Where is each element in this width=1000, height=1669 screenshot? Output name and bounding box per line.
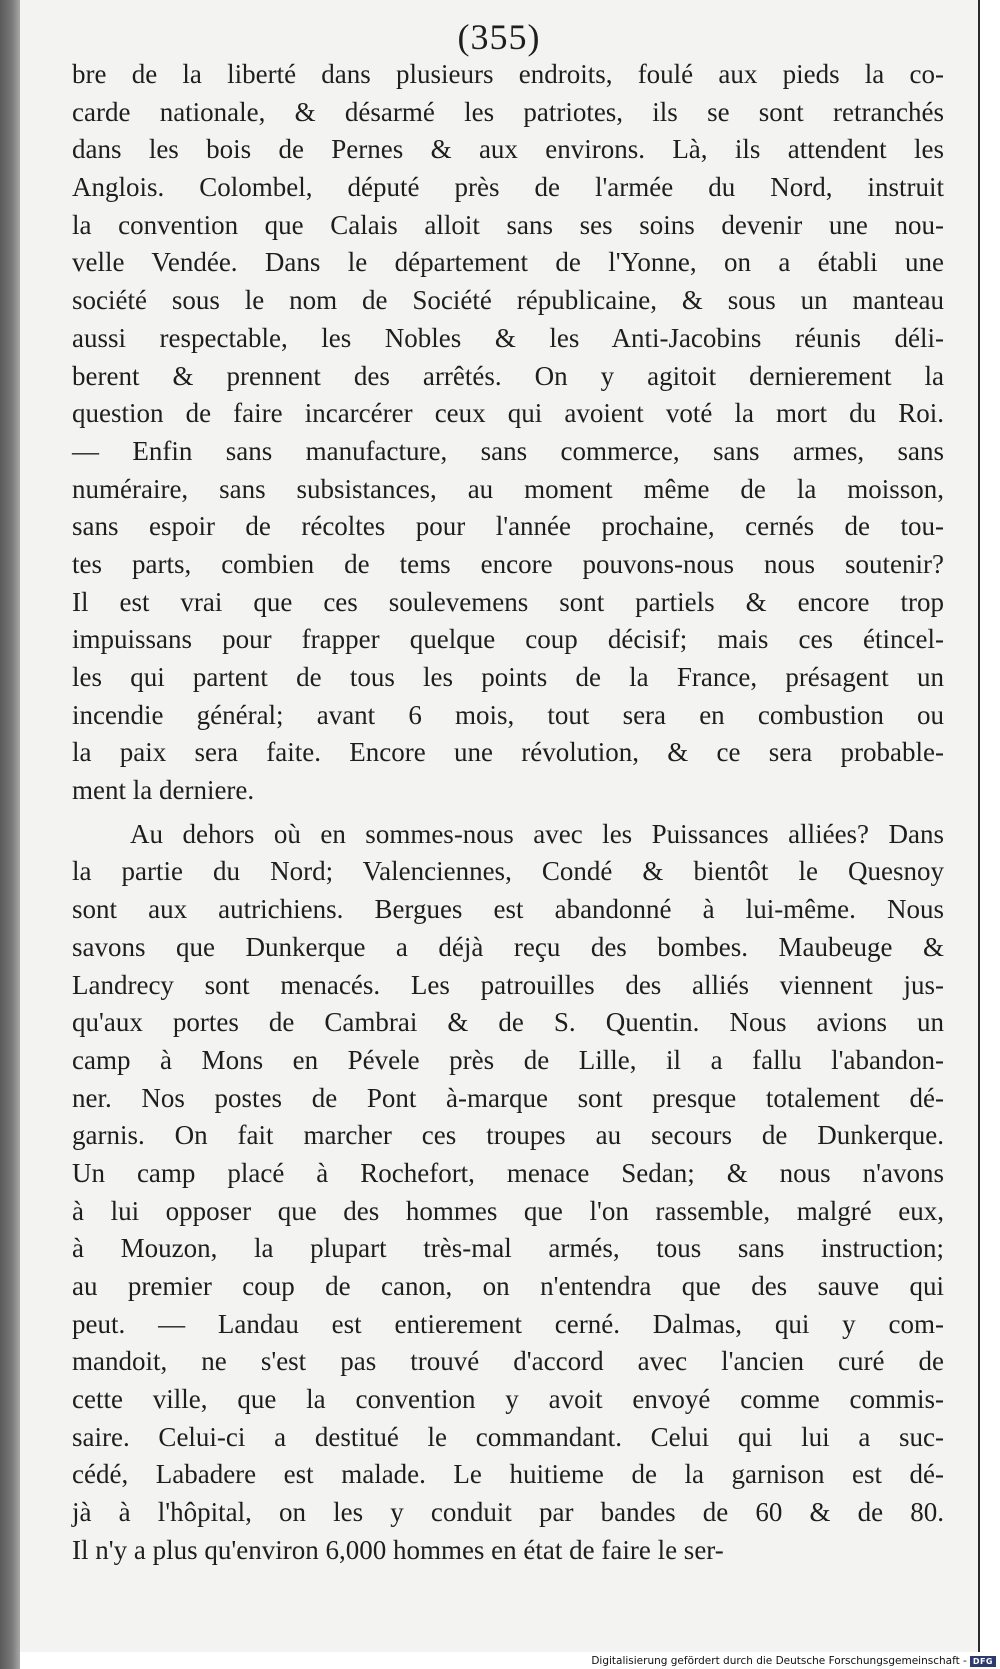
text-line: aussi respectable, les Nobles & les Anti-Jacobins réunis déli- <box>72 322 944 353</box>
footer-credit-text: Digitalisierung gefördert durch die Deutsche Forschungsgemeinschaft - <box>591 1655 967 1667</box>
text-line: bre de la liberté dans plusieurs endroits, foulé aux pieds la co- <box>72 59 944 89</box>
text-line: camp à Mons en Pévele près de Lille, il a fallu l'abandon- <box>72 1044 944 1075</box>
text-line: saire. Celui-ci a destitué le commandant. Celui qui lui a suc- <box>72 1421 944 1452</box>
text-line: incendie général; avant 6 mois, tout sera en combustion ou <box>72 699 944 730</box>
text-line: dans les bois de Pernes & aux environs. Là, ils attendent les <box>72 134 944 165</box>
text-line: les qui partent de tous les points de la France, présagent un <box>72 662 944 692</box>
text-line: sans espoir de récoltes pour l'année prochaine, cernés de tou- <box>72 511 944 542</box>
text-line: carde nationale, & désarmé les patriotes, ils se sont retranchés <box>72 96 944 127</box>
text-line: Il n'y a plus qu'environ 6,000 hommes en état de faire le ser- <box>72 1534 724 1565</box>
footer-credit <box>591 1655 996 1667</box>
text-line: savons que Dunkerque a déjà reçu des bombes. Maubeuge & <box>72 931 944 962</box>
text-line: — Enfin sans manufacture, sans commerce, sans armes, sans <box>72 435 944 466</box>
text-line: Landrecy sont menacés. Les patrouilles des alliés viennent jus- <box>72 969 944 1000</box>
book-page <box>20 0 980 1652</box>
page-number: (355) <box>457 17 541 57</box>
text-line: numéraire, sans subsistances, au moment même de la moisson, <box>72 473 944 504</box>
text-line: la convention que Calais alloit sans ses soins devenir une nou- <box>72 209 944 240</box>
text-line: Anglois. Colombel, député près de l'armée du Nord, instruit <box>72 172 944 203</box>
text-line: qu'aux portes de Cambrai & de S. Quentin. Nous avions un <box>72 1007 944 1038</box>
text-line: berent & prennent des arrêtés. On y agitoit dernierement la <box>72 360 944 391</box>
book-gutter <box>0 0 20 1669</box>
text-line: ment la derniere. <box>72 775 255 806</box>
paragraph-2 <box>72 816 944 1570</box>
text-line: au premier coup de canon, on n'entendra que des sauve qui <box>72 1271 944 1301</box>
text-line: cette ville, que la convention y avoit envoyé comme commis- <box>72 1384 944 1415</box>
text-line: tes parts, combien de tems encore pouvons-nous nous soutenir? <box>72 548 944 579</box>
text-line: société sous le nom de Société républicaine, & sous un manteau <box>72 285 944 316</box>
paragraph-1 <box>72 56 944 810</box>
text-line: la paix sera faite. Encore une révolution, & ce sera probable- <box>72 737 944 768</box>
text-line: sont aux autrichiens. Bergues est abandonné à lui-même. Nous <box>72 894 944 925</box>
text-line: Au dehors où en sommes-nous avec les Puissances alliées? Dans <box>130 818 944 849</box>
text-line: question de faire incarcérer ceux qui avoient voté la mort du Roi. <box>72 398 944 429</box>
text-line: peut. — Landau est entierement cerné. Dalmas, qui y com- <box>72 1308 944 1339</box>
page-body <box>72 56 944 1570</box>
text-line: à lui opposer que des hommes que l'on rassemble, malgré eux, <box>72 1195 944 1226</box>
text-line: à Mouzon, la plupart très-mal armés, tous sans instruction; <box>72 1233 944 1264</box>
text-line: ner. Nos postes de Pont à-marque sont presque totalement dé- <box>72 1082 944 1113</box>
text-line: Un camp placé à Rochefort, menace Sedan; & nous n'avons <box>72 1157 944 1188</box>
text-line: garnis. On fait marcher ces troupes au secours de Dunkerque. <box>72 1120 944 1151</box>
text-line: impuissans pour frapper quelque coup décisif; mais ces étincel- <box>72 624 944 655</box>
text-line: Il est vrai que ces soulevemens sont partiels & encore trop <box>72 586 944 617</box>
dfg-logo: DFG <box>970 1656 996 1667</box>
text-line: jà à l'hôpital, on les y conduit par bandes de 60 & de 80. <box>72 1497 944 1528</box>
text-line: cédé, Labadere est malade. Le huitieme de la garnison est dé- <box>72 1459 944 1490</box>
text-line: velle Vendée. Dans le département de l'Yonne, on a établi une <box>72 247 944 278</box>
text-line: la partie du Nord; Valenciennes, Condé & bientôt le Quesnoy <box>72 856 944 887</box>
text-line: mandoit, ne s'est pas trouvé d'accord avec l'ancien curé de <box>72 1346 944 1377</box>
